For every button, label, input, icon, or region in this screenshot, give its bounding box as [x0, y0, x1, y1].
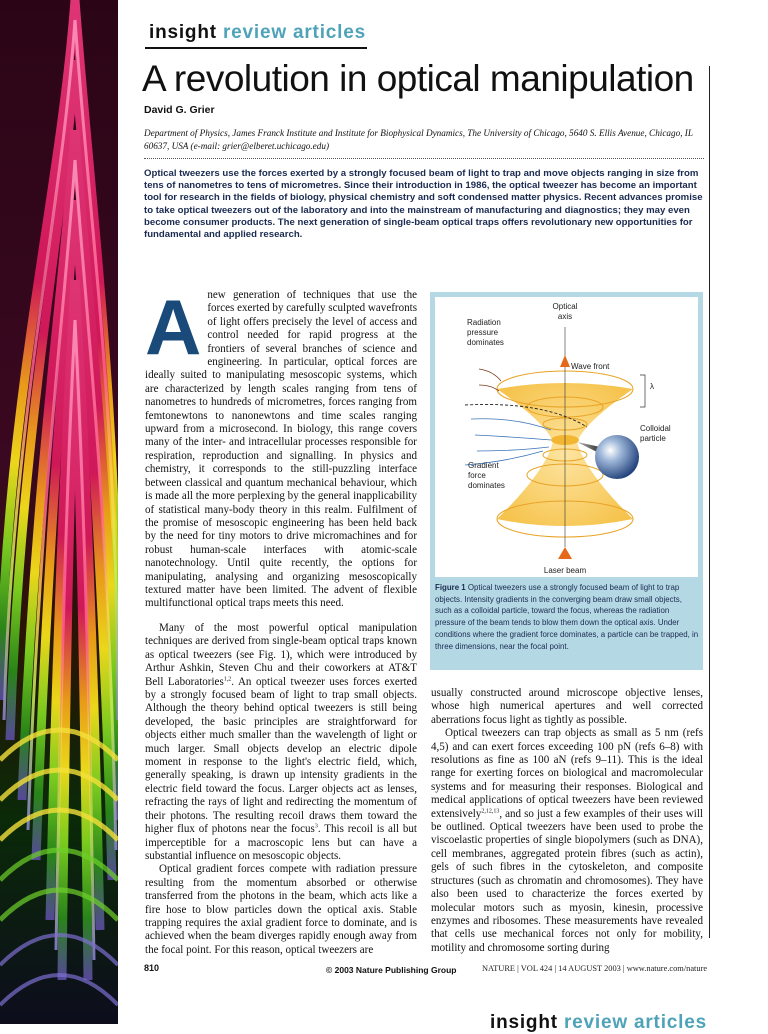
reference-marker: 3 [314, 823, 318, 830]
colloidal-particle [595, 435, 639, 479]
gradient-arrow [475, 435, 551, 440]
paragraph-5-text-b: , and so just a few examples of their uses will be outlined. Optical tweezers have been used to probe the viscoelastic properties of single biopolymers (such as DNA), cell membranes, aggregated protein fibres (such as actin), gels of such fibres in the cytoskeleton, and composite structures (such as chromatin and chromosomes). They have also been used to characterize the forces exerted by molecular motors such as myosin, kinesin, processive enzymes and ribosomes. These measurements have revealed that cells use mechanical forces not only for mobility, motility and chromosome sorting during [431, 807, 703, 954]
body-paragraph-5 [431, 727, 703, 955]
figure-caption-text: Optical tweezers use a strongly focused beam of light to trap objects. Intensity gradients in the converging beam draw small objects, such as a colloidal particle, toward the focus, whereas the radiation pressure of the beam tends to blow them down the optical axis. Under conditions where the gradient force dominates, a particle can be trapped, in three dimensions, near the focal point. [435, 583, 699, 651]
label-laser-beam: Laser beam [543, 566, 587, 575]
label-colloidal: Colloidal [640, 424, 671, 433]
label-force: force [468, 471, 486, 480]
journal-citation: NATURE | VOL 424 | 14 AUGUST 2003 | www.nature.com/nature [482, 964, 708, 973]
paragraph-2-text-b: . An optical tweezer uses forces exerted by a strongly focused beam of light to trap small objects. Although the theory behind optical tweezers is still being developed, the basic principles are straightforward for objects either much smaller than the wavelength of light or much larger. Small objects develop an electric dipole moment in response to the light's electric field, which, generally speaking, is drawn up intensity gradients in the electric field toward the focus. Larger objects act as lenses, refracting the rays of light and redirecting the momentum of their photons. The resulting recoil draws them toward the higher flux of photons near the focus [145, 675, 417, 836]
copyright-line: © 2003 Nature Publishing Group [326, 965, 457, 975]
label-gradient: Gradient [468, 461, 499, 470]
label-radiation: Radiation [467, 318, 501, 327]
label-axis: axis [557, 312, 573, 321]
abstract: Optical tweezers use the forces exerted by a strongly focused beam of light to trap and move objects ranging in size from tens of nanometres to tens of micrometres. Since their introduction in 1986, the optical tweezer has become an important tool for research in the fields of biology, physical chemistry and soft condensed matter physics. Recent advances promise to take optical tweezers out of the laboratory and into the mainstream of manufacturing and diagnostics; they may even become consumer products. The next generation of single-beam optical traps offers revolutionary new opportunities for fundamental and applied research. [144, 168, 703, 241]
body-column-left-top [145, 283, 417, 611]
label-lambda: λ [650, 382, 654, 391]
dotted-divider [144, 158, 704, 159]
gradient-arrow [477, 447, 549, 451]
body-column-right [431, 687, 703, 955]
label-dominates-1: dominates [467, 338, 504, 347]
paragraph-1-text: new generation of techniques that use the forces exerted by carefully sculpted wavefronts of light offers precisely the level of access and control needed for rapid progress at the frontiers of several branches of science and engineering. In particular, optical forces are ideally suited to manipulating mesoscopic systems, which are characterized by length scales ranging from tens of nanometres to hundreds of micrometres, forces ranging from femtonewtons to nanonewtons and time scales ranging upward from a microsecond. In biology, this range covers many of the inter- and intracellular processes responsible for respiration, reproduction and signalling. In physics and chemistry, it corresponds to the still-puzzling interface between classical and quantum mechanical behaviour, which is made all the more perplexing by the general inapplicability of statistical many-body theory in this realm. Fulfilment of the promise of mesoscopic engineering has been held back by the need for tiny motors to drive micromachines and for robust human-scale interfaces with atomic-scale nanotechnology. Until quite recently, the options for manipulating, analysing and organizing mesoscopically textured matter have been limited. The advent of flexible multifunctional optical traps meets this need. [145, 289, 417, 610]
body-paragraph-1 [145, 283, 417, 611]
label-wave-front: Wave front [571, 362, 610, 371]
radiation-arrow [479, 369, 501, 381]
section-kicker [149, 22, 366, 44]
paragraph-2-text-c: . This recoil is all but imperceptible for a macroscopic lens but can have a substantial influence on mesoscopic objects. [145, 823, 417, 862]
article-title: A revolution in optical manipulation [142, 58, 694, 99]
paragraph-5-text-a: Optical tweezers can trap objects as small as 5 nm (refs 4,5) and can exert forces exceeding 100 pN (refs 6–8) with resolutions as fine as 100 aN (refs 9–11). This is the ideal range for exerting forces on biological and macromolecular systems and for measuring their responses. Biological and medical applications of optical tweezers have been reviewed extensively [431, 727, 703, 820]
label-dominates-2: dominates [468, 481, 505, 490]
author-name: David G. Grier [144, 104, 215, 116]
reference-marker: 1,2 [223, 675, 232, 682]
body-paragraph-4: usually constructed around microscope objective lenses, whose high numerical apertures and well corrected aberrations focus light as tightly as possible. [431, 687, 703, 726]
author-affiliation: Department of Physics, James Franck Institute and Institute for Biophysical Dynamics, The University of Chicago, 5640 S. Ellis Avenue, Chicago, IL 60637, USA (e-mail: grier@elberet.uchicago.edu) [144, 128, 693, 151]
paragraph-2-text-a: Many of the most powerful optical manipulation techniques are derived from single-beam optical traps known as optical tweezers (see Fig. 1), which were introduced by Arthur Ashkin, Steven Chu and their coworkers at AT&T Bell Laboratories [145, 622, 417, 688]
cover-art-strip [0, 0, 118, 1024]
axis-arrow-up [560, 355, 570, 367]
radiation-arrow [479, 385, 499, 391]
laser-arrow-up [558, 547, 572, 559]
kicker-main: insight [149, 22, 217, 43]
label-optical: Optical [552, 302, 578, 311]
next-kicker-main: insight [490, 1012, 558, 1033]
drop-cap: A [145, 283, 202, 371]
figure-label: Figure 1 [435, 583, 466, 592]
page-number: 810 [144, 963, 160, 973]
body-column-left-bottom [145, 622, 417, 957]
label-pressure: pressure [467, 328, 499, 337]
body-paragraph-2 [145, 622, 417, 863]
figure-caption [435, 582, 699, 652]
label-particle: particle [640, 434, 666, 443]
kicker-accent: review articles [222, 22, 366, 43]
next-page-kicker [490, 1012, 707, 1034]
column-rule [709, 66, 710, 938]
reference-marker: 2,12,13 [481, 807, 500, 814]
figure-1-diagram [435, 297, 698, 577]
kicker-underline [145, 47, 367, 49]
next-kicker-accent: review articles [563, 1012, 707, 1033]
body-paragraph-3: Optical gradient forces compete with radiation pressure resulting from the momentum absorbed or otherwise transferred from the photons in the beam, which acts like a fire hose to blow particles down the optical axis. Stable trapping requires the axial gradient force to dominate, and is achieved when the beam diverges rapidly enough away from the focal point. For this reason, optical tweezers are [145, 863, 417, 956]
wavelength-bracket [640, 375, 645, 407]
cover-art-pattern [0, 0, 118, 1024]
